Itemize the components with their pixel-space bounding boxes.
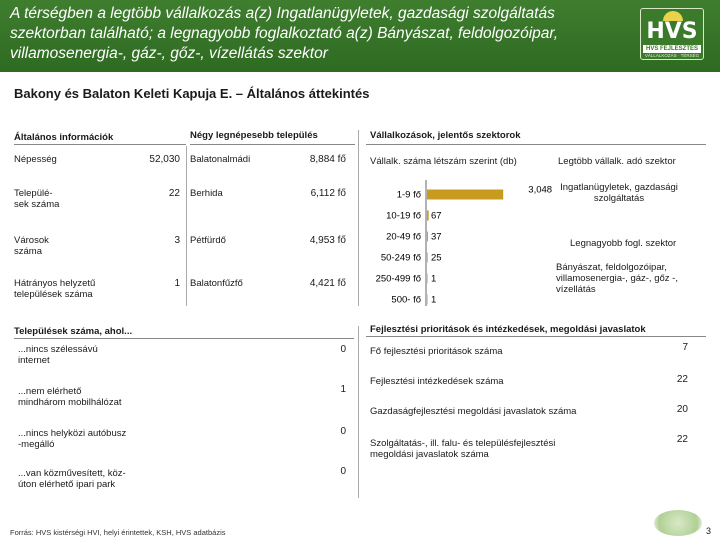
priorities-count-label: Fő fejlesztési prioritások száma [370,346,503,357]
value-label: 37 [431,231,442,243]
economic-proposals-label: Gazdaságfejlesztési megoldási javaslatok száma [370,406,577,417]
page-subtitle: Bakony és Balaton Keleti Kapuja E. – Általános áttekintés [14,86,370,101]
no-broadband-label: ...nincs szélessávú internet [18,344,98,366]
value-label: 1 [431,294,437,306]
settlements-count-label: Települé- sek száma [14,188,60,210]
column-divider-1 [186,146,187,306]
enterprises-divider [366,144,706,145]
top-settlement-value: 8,884 fő [309,154,346,165]
general-info-header: Általános információk [14,132,114,143]
top-settlement-name: Pétfürdő [190,235,226,246]
largest-employer-label: Legnagyobb fogl. szektor [570,238,677,249]
top-settlement-name: Berhida [190,188,223,199]
disadvantaged-value: 1 [174,278,180,289]
population-value: 52,030 [149,154,180,165]
category-label: 1-9 fő [396,189,421,201]
top-settlements-header: Négy legnépesebb település [190,130,318,141]
priorities-header: Fejlesztési prioritások és intézkedések, megoldási javaslatok [370,324,646,335]
value-label: 25 [431,252,442,264]
top-settlement-value: 4,421 fő [309,278,346,289]
column-divider-3 [358,326,359,498]
industrial-park-value: 0 [340,466,346,477]
top-settlement-name: Balatonalmádi [190,154,251,165]
service-proposals-label: Szolgáltatás-, ill. falu- és településfejlesztési megoldási javaslatok száma [370,438,556,460]
category-label: 500- fő [391,294,421,306]
logo-sub: VÁLLALKOZÁS · TÉRSÉG [644,53,700,58]
page-header [0,0,720,72]
column-divider-2 [358,130,359,306]
logo-text: HVS [646,19,698,44]
service-proposals-value: 22 [676,434,688,445]
top-settlement-value: 6,112 fő [310,188,346,199]
no-bus-stop-value: 0 [340,426,346,437]
page-title: A térségben a legtöbb vállalkozás a(z) Ingatlanügyletek, gazdasági szolgáltatás szektorban található; a legnagyobb foglalkoztató a(z) Bányászat, feldolgozóipar, villamosenergia-, gáz-, gőz-, vízellátás szektor [10,5,559,62]
population-label: Népesség [14,154,57,165]
priorities-count-value: 7 [682,342,688,353]
largest-employer-value: Bányászat, feldolgozóipar, villamosenergia-, gáz-, gőz -, vízellátás [556,262,678,295]
value-label: 1 [431,273,437,285]
bar [427,295,428,305]
industrial-park-label: ...van közművesített, köz- úton elérhető ipari park [18,468,126,490]
bar [427,190,503,200]
footer-logo [654,510,702,536]
economic-proposals-value: 20 [676,404,688,415]
bar [427,253,428,263]
enterprise-size-chart [360,178,556,306]
category-label: 20-49 fő [386,231,421,243]
top-settlement-name: Balatonfűzfő [190,278,243,289]
towns-count-value: 3 [174,235,180,246]
measures-count-label: Fejlesztési intézkedések száma [370,376,504,387]
settlements-count-value: 22 [168,188,180,199]
enterprises-header: Vállalkozások, jelentős szektorok [370,130,521,141]
bar [427,232,428,242]
no-mobile-label: ...nem elérhető mindhárom mobilhálózat [18,386,122,408]
most-enterprises-label: Legtöbb vállalk. adó szektor [558,156,676,167]
settlements-where-header: Települések száma, ahol... [14,326,133,337]
no-bus-stop-label: ...nincs helyközi autóbusz -megálló [18,428,127,450]
value-label: 3,048 [528,184,553,196]
most-enterprises-value: Ingatlanügyletek, gazdasági szolgáltatás [560,182,678,204]
category-label: 50-249 fő [380,252,421,264]
top-settlements-divider [190,144,355,145]
towns-count-label: Városok száma [14,235,49,257]
disadvantaged-label: Hátrányos helyzetű települések száma [14,278,96,300]
general-info-divider [14,144,186,145]
priorities-divider [366,336,706,337]
measures-count-value: 22 [676,374,688,385]
no-broadband-value: 0 [340,344,346,355]
settlements-where-divider [14,338,354,339]
bar [427,211,429,221]
category-label: 10-19 fő [386,210,421,222]
value-label: 67 [431,210,442,222]
hvs-logo [640,8,704,60]
page-number: 3 [706,526,712,536]
enterprise-chart-label: Vállalk. száma létszám szerint (db) [370,156,517,167]
top-settlement-value: 4,953 fő [309,235,346,246]
source-note: Forrás: HVS kistérségi HVI, helyi érintettek, KSH, HVS adatbázis [10,528,226,537]
logo-band: HVS FEJLESZTÉS [643,45,701,53]
bar [427,274,428,284]
category-label: 250-499 fő [375,273,421,285]
no-mobile-value: 1 [340,384,346,395]
